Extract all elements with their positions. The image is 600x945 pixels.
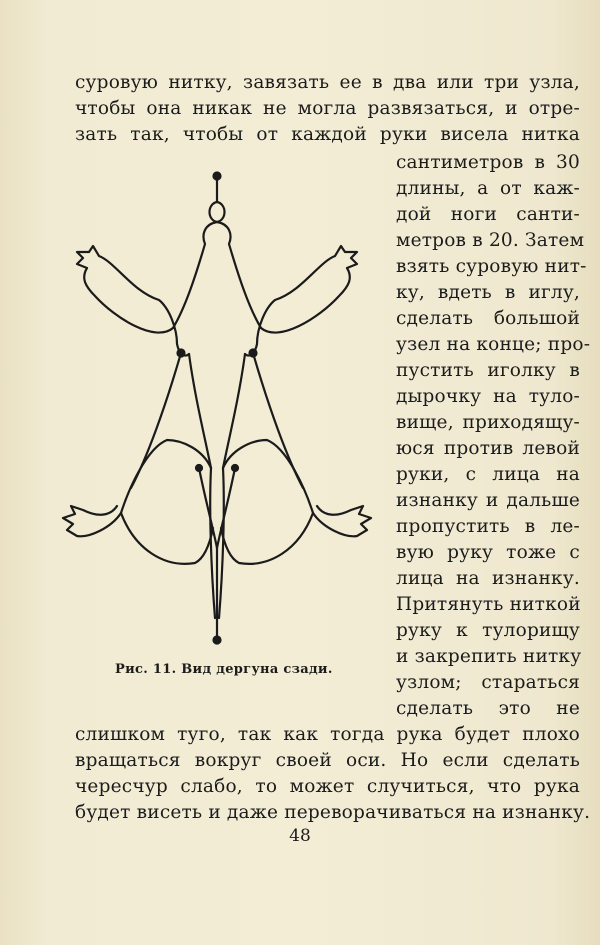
text-line: длины, а от каж-: [396, 178, 580, 199]
text-line: узел на конце; про-: [396, 334, 591, 355]
text-line: пропустить в ле-: [396, 516, 580, 537]
lower-right-limb-outline: [223, 440, 371, 536]
text-line: сантиметров в 30: [396, 152, 580, 173]
text-line: взять суровую нит-: [396, 256, 587, 277]
text-line: юся против левой: [396, 438, 580, 459]
right-inner-string: [223, 354, 245, 468]
text-line: вище, приходящу-: [396, 412, 580, 433]
left-inner-string: [189, 354, 211, 468]
page-number: 48: [289, 826, 311, 846]
text-line: вращаться вокруг своей оси. Но если сделать: [75, 750, 580, 771]
text-line: руки, с лица на: [396, 464, 580, 485]
left-foot-outline: [121, 513, 213, 564]
pull-string-left: [210, 468, 215, 618]
text-line: суровую нитку, завязать ее в два или три узла,: [75, 72, 580, 93]
puppet-figure-illustration: [55, 168, 375, 658]
text-line: руку к тулорищу: [396, 620, 580, 641]
text-line: чтобы она никак не могла развязаться, и отре-: [75, 98, 580, 119]
text-line: изнанку и дальше: [396, 490, 580, 511]
text-line: будет висеть и даже переворачиваться на изнанку.: [75, 802, 591, 823]
text-line: вую руку тоже с: [396, 542, 580, 563]
bottom-knot: [214, 637, 221, 644]
text-line: слишком туго, так как тогда рука будет плохо: [75, 724, 580, 745]
text-line: Притянуть ниткой: [396, 594, 581, 615]
text-line: узлом; стараться: [396, 672, 580, 693]
leg-string-left: [199, 468, 217, 548]
text-line: сделать большой: [396, 308, 580, 329]
text-line: ку, вдеть в иглу,: [396, 282, 580, 303]
leg-string-right: [217, 468, 235, 548]
right-arm-string: [253, 353, 303, 488]
upper-right-arm-outline: [217, 222, 357, 356]
top-knot: [214, 173, 221, 180]
upper-left-arm-outline: [77, 222, 217, 356]
text-line: и закрепить нитку: [396, 646, 582, 667]
lower-left-limb-outline: [63, 440, 211, 536]
figure-caption: Рис. 11. Вид дергуна сзади.: [115, 662, 333, 677]
text-line: лица на изнанку.: [396, 568, 580, 589]
text-line: пустить иголку в: [396, 360, 580, 381]
text-line: сделать это не: [396, 698, 580, 719]
right-foot-outline: [221, 513, 313, 564]
text-line: чересчур слабо, то может случиться, что рука: [75, 776, 580, 797]
top-loop: [210, 202, 225, 222]
text-line: метров в 20. Затем: [396, 230, 585, 251]
left-arm-string: [131, 353, 181, 488]
text-line: зать так, чтобы от каждой руки висела нитка: [75, 124, 580, 145]
text-line: дой ноги санти-: [396, 204, 580, 225]
text-line: дырочку на туло-: [396, 386, 580, 407]
pull-string-right: [219, 468, 224, 618]
